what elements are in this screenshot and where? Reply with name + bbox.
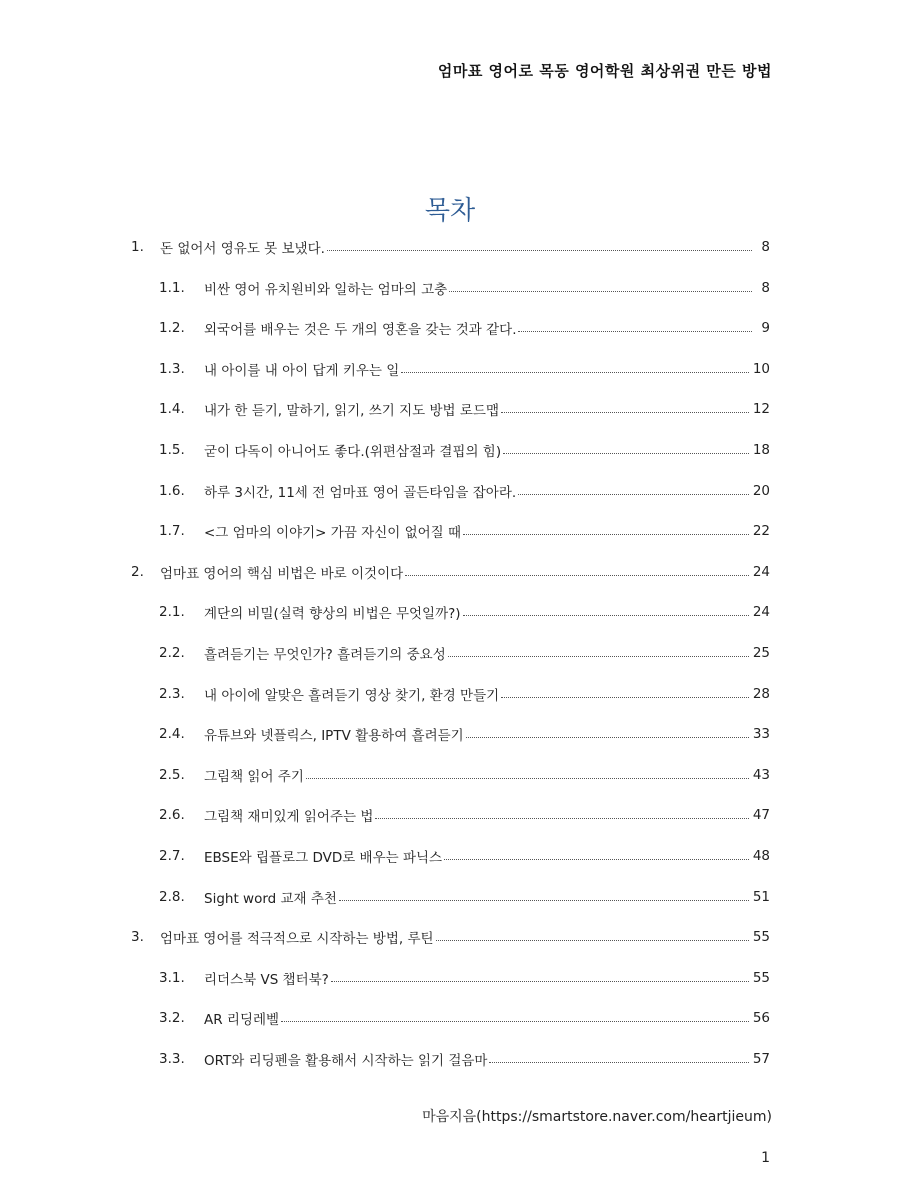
toc-entry-title[interactable]: 외국어를 배우는 것은 두 개의 영혼을 갖는 것과 같다. xyxy=(204,322,517,339)
toc-entry[interactable] xyxy=(159,349,770,389)
toc-entry-page: 55 xyxy=(752,929,770,946)
dot-leader xyxy=(436,939,749,941)
toc-entry-number: 2. xyxy=(131,563,144,580)
toc-entry-number: 2.3. xyxy=(159,685,185,702)
dot-leader xyxy=(449,290,752,292)
dot-leader xyxy=(306,777,749,779)
toc-entry-number: 1.2. xyxy=(159,320,185,337)
toc-entry[interactable] xyxy=(159,430,770,470)
page-number: 1 xyxy=(761,1150,770,1166)
toc-entry-page: 8 xyxy=(761,279,770,296)
toc-entry[interactable] xyxy=(159,592,770,632)
footer-credit: 마음지음(https://smartstore.naver.com/heartjieum) xyxy=(422,1109,772,1125)
toc-entry-title[interactable]: 흘려듣기는 무엇인가? 흘려듣기의 중요성 xyxy=(204,647,446,663)
toc-entry-page: 9 xyxy=(761,320,770,337)
dot-leader xyxy=(489,1061,748,1063)
toc-entry-number: 2.7. xyxy=(159,848,185,864)
toc-entry-page: 51 xyxy=(752,888,770,905)
toc-entry-page: 20 xyxy=(752,482,770,499)
toc-entry[interactable] xyxy=(159,795,770,835)
page-header: 엄마표 영어로 목동 영어학원 최상위권 만든 방법 xyxy=(437,62,772,80)
toc-entry-number: 1.3. xyxy=(159,360,185,377)
toc-entry-title[interactable]: 비싼 영어 유치원비와 일하는 엄마의 고충 xyxy=(204,281,448,298)
toc-entry[interactable] xyxy=(159,958,770,998)
toc-entry-title[interactable]: 계단의 비밀(실력 향상의 비법은 무엇일까?) xyxy=(204,606,461,623)
toc-entry[interactable] xyxy=(159,998,770,1038)
toc-entry[interactable] xyxy=(131,227,770,267)
toc-entry[interactable] xyxy=(159,1039,770,1079)
toc-entry-page: 12 xyxy=(752,401,770,418)
dot-leader xyxy=(327,249,752,251)
toc-entry-page: 25 xyxy=(752,645,770,661)
toc-entry-title[interactable]: 돈 없어서 영유도 못 보냈다. xyxy=(160,241,325,257)
toc-entry-number: 3.1. xyxy=(159,969,185,986)
toc-entry-number: 1.7. xyxy=(159,523,185,540)
toc-entry-page: 18 xyxy=(752,442,770,458)
toc-entry-title[interactable]: 굳이 다독이 아니어도 좋다.(위편삼절과 결핍의 힘) xyxy=(204,444,502,460)
toc-entry[interactable] xyxy=(159,877,770,917)
toc-entry-title[interactable]: EBSE와 립플로그 DVD로 배우는 파닉스 xyxy=(204,850,443,866)
toc-entry-title[interactable]: <그 엄마의 이야기> 가끔 자신이 없어질 때 xyxy=(204,525,462,542)
toc-entry-title[interactable]: 하루 3시간, 11세 전 엄마표 영어 골든타임을 잡아라. xyxy=(204,484,517,501)
toc-entry-page: 48 xyxy=(752,848,770,864)
toc-entry-number: 2.6. xyxy=(159,807,185,824)
dot-leader xyxy=(339,899,749,901)
dot-leader xyxy=(518,330,752,332)
toc-entry[interactable] xyxy=(131,552,770,592)
toc-entry[interactable] xyxy=(159,308,770,348)
dot-leader xyxy=(466,736,749,738)
toc-entry[interactable] xyxy=(159,755,770,795)
toc-entry-page: 8 xyxy=(761,239,770,255)
toc-entry[interactable] xyxy=(159,633,770,673)
toc-entry-page: 33 xyxy=(752,726,770,743)
dot-leader xyxy=(463,614,749,616)
toc-entry-number: 3. xyxy=(131,929,144,946)
toc-entry-title[interactable]: 그림책 읽어 주기 xyxy=(204,768,304,785)
toc-entry-title[interactable]: 엄마표 영어를 적극적으로 시작하는 방법, 루틴 xyxy=(160,931,434,948)
toc-entry-title[interactable]: 엄마표 영어의 핵심 비법은 바로 이것이다 xyxy=(160,565,404,582)
toc-entry-page: 24 xyxy=(752,604,770,621)
toc-entry-number: 2.5. xyxy=(159,766,185,783)
toc-entry-number: 3.3. xyxy=(159,1051,185,1067)
toc-title: 목차 xyxy=(424,196,476,226)
toc-entry-title[interactable]: ORT와 리딩펜을 활용해서 시작하는 읽기 걸음마 xyxy=(204,1053,488,1069)
toc-entry-number: 1.6. xyxy=(159,482,185,499)
toc-entry-page: 57 xyxy=(752,1051,770,1067)
dot-leader xyxy=(518,493,749,495)
dot-leader xyxy=(375,817,748,819)
toc-entry-page: 43 xyxy=(752,766,770,783)
toc-entry-title[interactable]: 내가 한 듣기, 말하기, 읽기, 쓰기 지도 방법 로드맵 xyxy=(204,403,499,420)
dot-leader xyxy=(448,655,749,657)
toc-entry[interactable] xyxy=(159,674,770,714)
toc-entry-number: 2.8. xyxy=(159,888,185,905)
dot-leader xyxy=(401,371,749,373)
toc-entry-title[interactable]: AR 리딩레벨 xyxy=(204,1012,280,1029)
toc-entry-page: 10 xyxy=(752,360,770,377)
toc-entry-number: 1.4. xyxy=(159,401,185,418)
toc-entry[interactable] xyxy=(159,714,770,754)
toc-entry[interactable] xyxy=(159,268,770,308)
toc-entry-number: 1. xyxy=(131,239,144,255)
toc-entry[interactable] xyxy=(159,389,770,429)
toc-entry[interactable] xyxy=(159,471,770,511)
dot-leader xyxy=(503,452,749,454)
dot-leader xyxy=(501,696,749,698)
dot-leader xyxy=(281,1020,749,1022)
toc-entry-page: 47 xyxy=(752,807,770,824)
dot-leader xyxy=(331,980,749,982)
toc-entry-number: 2.4. xyxy=(159,726,185,743)
toc-entry-page: 22 xyxy=(752,523,770,540)
toc-entry-title[interactable]: Sight word 교재 추천 xyxy=(204,890,337,907)
toc-entry-page: 28 xyxy=(752,685,770,702)
toc-entry-title[interactable]: 내 아이를 내 아이 답게 키우는 일 xyxy=(204,362,400,379)
toc-entry-page: 24 xyxy=(752,563,770,580)
dot-leader xyxy=(501,411,749,413)
toc-entry-number: 3.2. xyxy=(159,1010,185,1027)
toc-entry-page: 56 xyxy=(752,1010,770,1027)
toc-entry-title[interactable]: 유튜브와 넷플릭스, IPTV 활용하여 흘려듣기 xyxy=(204,728,464,745)
toc-entry-title[interactable]: 그림책 재미있게 읽어주는 법 xyxy=(204,809,374,826)
toc-entry-number: 2.1. xyxy=(159,604,185,621)
toc-entry-title[interactable]: 리더스북 VS 챕터북? xyxy=(204,971,329,988)
toc-entry-page: 55 xyxy=(752,969,770,986)
toc-entry-number: 1.5. xyxy=(159,442,185,458)
dot-leader xyxy=(463,533,749,535)
dot-leader xyxy=(444,858,749,860)
toc-entry-title[interactable]: 내 아이에 알맞은 흘려듣기 영상 찾기, 환경 만들기 xyxy=(204,687,500,704)
toc-entry[interactable] xyxy=(131,917,770,957)
dot-leader xyxy=(405,574,749,576)
toc-entry-number: 1.1. xyxy=(159,279,185,296)
toc-entry[interactable] xyxy=(159,836,770,876)
toc-entry-number: 2.2. xyxy=(159,645,185,661)
toc-entry[interactable] xyxy=(159,511,770,551)
